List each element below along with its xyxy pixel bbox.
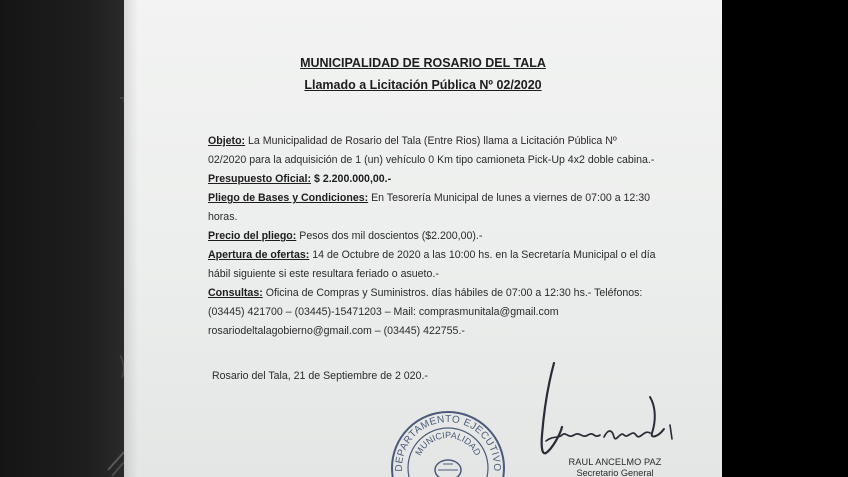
pliego-label: Pliego de Bases y Condiciones: xyxy=(208,192,369,204)
consultas-label: Consultas: xyxy=(208,287,263,299)
pliego-line-1 xyxy=(208,189,683,208)
presupuesto-value: $ 2.200.000,00.- xyxy=(313,173,392,185)
objeto-line-1 xyxy=(208,132,683,151)
pliego-paragraph xyxy=(208,189,683,227)
objeto-paragraph xyxy=(208,132,683,170)
presupuesto-label: Presupuesto Oficial: xyxy=(208,173,312,185)
objeto-text-2: 02/2020 para la adquisición de 1 (un) vehículo 0 Km tipo camioneta Pick-Up 4x2 doble cabina.- xyxy=(208,154,655,166)
right-background xyxy=(722,0,848,477)
objeto-label: Objeto: xyxy=(208,135,246,147)
signer-role: Secretario General xyxy=(576,468,654,477)
seal-outer-text: DEPARTAMENTO EJECUTIVO xyxy=(393,413,503,472)
document-subtitle: Llamado a Licitación Pública Nº 02/2020 xyxy=(304,78,542,92)
consultas-line-1 xyxy=(208,284,683,303)
background-marks xyxy=(0,0,124,477)
seal-inner-text: MUNICIPALIDAD xyxy=(413,429,483,458)
apertura-text-1: 14 de Octubre de 2020 a las 10:00 hs. en la Secretaría Municipal o el día xyxy=(312,249,656,261)
document-page xyxy=(124,0,722,477)
apertura-text-2: hábil siguiente si este resultara feriado o asueto.- xyxy=(208,268,439,280)
consultas-text-2: (03445) 421700 – (03445)-15471203 – Mail: comprasmunitala@gmail.com xyxy=(208,306,559,318)
document-body xyxy=(208,132,683,341)
signer-name: RAUL ANCELMO PAZ xyxy=(568,457,662,467)
pliego-text-1: En Tesorería Municipal de lunes a viernes de 07:00 a 12:30 xyxy=(371,192,651,204)
precio-label: Precio del pliego: xyxy=(208,230,297,242)
apertura-line-1 xyxy=(208,246,683,265)
objeto-text-1: La Municipalidad de Rosario del Tala (Entre Rios) llama a Licitación Pública Nº xyxy=(248,135,617,147)
apertura-paragraph xyxy=(208,246,683,284)
document-title: MUNICIPALIDAD DE ROSARIO DEL TALA xyxy=(300,56,546,70)
consultas-text-3: rosariodeltalagobierno@gmail.com – (03445) 422755.- xyxy=(208,325,465,337)
handwritten-signature xyxy=(532,355,692,460)
presupuesto-paragraph xyxy=(208,170,683,189)
precio-value: Pesos dos mil doscientos ($2.200,00).- xyxy=(299,230,483,242)
pliego-text-2: horas. xyxy=(208,211,238,223)
consultas-text-1: Oficina de Compras y Suministros. días hábiles de 07:00 a 12:30 hs.- Teléfonos: xyxy=(265,287,643,299)
precio-paragraph xyxy=(208,227,683,246)
date-line: Rosario del Tala, 21 de Septiembre de 2 020.- xyxy=(212,370,428,382)
consultas-paragraph xyxy=(208,284,683,341)
apertura-label: Apertura de ofertas: xyxy=(208,249,310,261)
official-seal xyxy=(388,408,508,477)
